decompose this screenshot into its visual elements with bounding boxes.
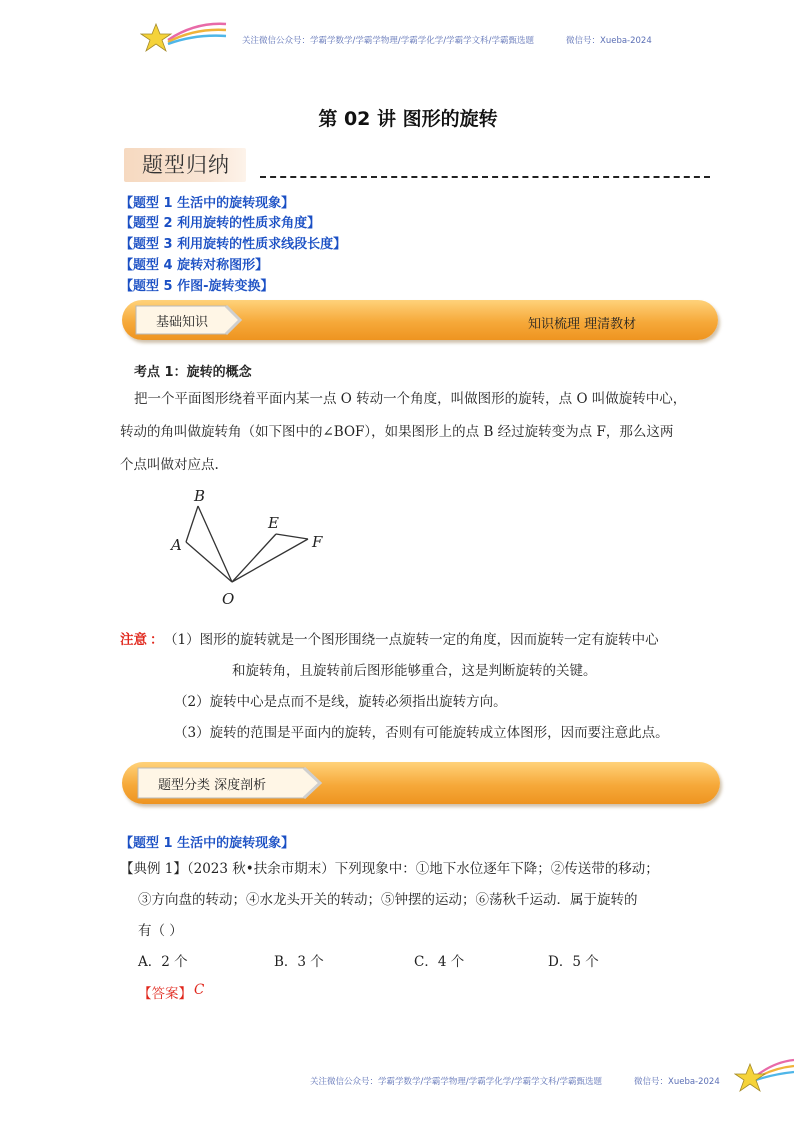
note-colon: ：	[150, 632, 164, 648]
note-line: （2）旋转中心是点而不是线，旋转必须指出旋转方向。	[174, 694, 507, 710]
toc-item[interactable]: 【题型 1 生活中的旋转现象】	[120, 196, 295, 211]
answer-label: 【答案】	[138, 986, 192, 1002]
label-A: A	[171, 536, 182, 554]
question-line: 有（ ）	[138, 923, 183, 939]
toc-item[interactable]: 【题型 2 利用旋转的性质求角度】	[120, 216, 321, 231]
kaodian-line: 把一个平面图形绕着平面内某一点 O 转动一个角度，叫做图形的旋转，点 O 叫做旋转中心，	[134, 391, 687, 407]
option-c[interactable]: C．4 个	[414, 954, 465, 970]
toc-item[interactable]: 【题型 3 利用旋转的性质求线段长度】	[120, 237, 347, 252]
question-type-title: 【题型 1 生活中的旋转现象】	[120, 836, 295, 851]
option-d[interactable]: D．5 个	[548, 954, 599, 970]
section-heading	[124, 148, 246, 182]
option-a[interactable]: A．2 个	[138, 954, 188, 970]
note-line: （1）图形的旋转就是一个图形围绕一点旋转一定的角度，因而旋转一定有旋转中心	[164, 632, 659, 648]
footer-wechat: 微信号：Xueba-2024	[634, 1077, 720, 1087]
star-logo-icon	[734, 1052, 794, 1094]
label-E: E	[268, 514, 279, 532]
header-text: 关注微信公众号：学霸学数学/学霸学物理/学霸学化学/学霸学文科/学霸甄选题	[242, 36, 534, 46]
banner-left-label: 基础知识	[156, 315, 209, 330]
note-line: （3）旋转的范围是平面内的旋转，否则有可能旋转成立体图形，因而要注意此点。	[174, 725, 669, 741]
footer-text: 关注微信公众号：学霸学数学/学霸学物理/学霸学化学/学霸学文科/学霸甄选题	[310, 1077, 602, 1087]
note-line: 和旋转角，且旋转前后图形能够重合，这是判断旋转的关键。	[232, 663, 597, 679]
star-logo-icon	[140, 18, 230, 58]
kaodian-line: 个点叫做对应点.	[120, 457, 219, 473]
divider	[260, 176, 710, 178]
banner-right-label: 知识梳理 理清教材	[528, 317, 637, 332]
label-O: O	[222, 590, 235, 608]
kaodian-line: 转动的角叫做旋转角（如下图中的∠BOF），如果图形上的点 B 经过旋转变为点 F，那么这两	[120, 424, 674, 440]
label-B: B	[194, 487, 206, 505]
header-wechat: 微信号：Xueba-2024	[566, 36, 652, 46]
note-label: 注意	[120, 632, 147, 648]
kaodian-title: 考点 1：旋转的概念	[134, 365, 252, 380]
label-F: F	[312, 533, 323, 551]
section-heading-label: 题型归纳	[142, 153, 230, 177]
banner2-label: 题型分类 深度剖析	[158, 778, 267, 793]
option-b[interactable]: B．3 个	[274, 954, 324, 970]
answer-value: C	[194, 982, 205, 998]
question-line: 【典例 1】（2023 秋•扶余市期末）下列现象中：①地下水位逐年下降；②传送带的移动；	[120, 861, 659, 877]
question-line: ③方向盘的转动；④水龙头开关的转动；⑤钟摆的运动；⑥荡秋千运动．属于旋转的	[138, 892, 638, 908]
toc-item[interactable]: 【题型 5 作图-旋转变换】	[120, 279, 274, 294]
page-title: 第 02 讲 图形的旋转	[318, 108, 498, 130]
rotation-figure	[168, 484, 338, 608]
toc-item[interactable]: 【题型 4 旋转对称图形】	[120, 258, 269, 273]
